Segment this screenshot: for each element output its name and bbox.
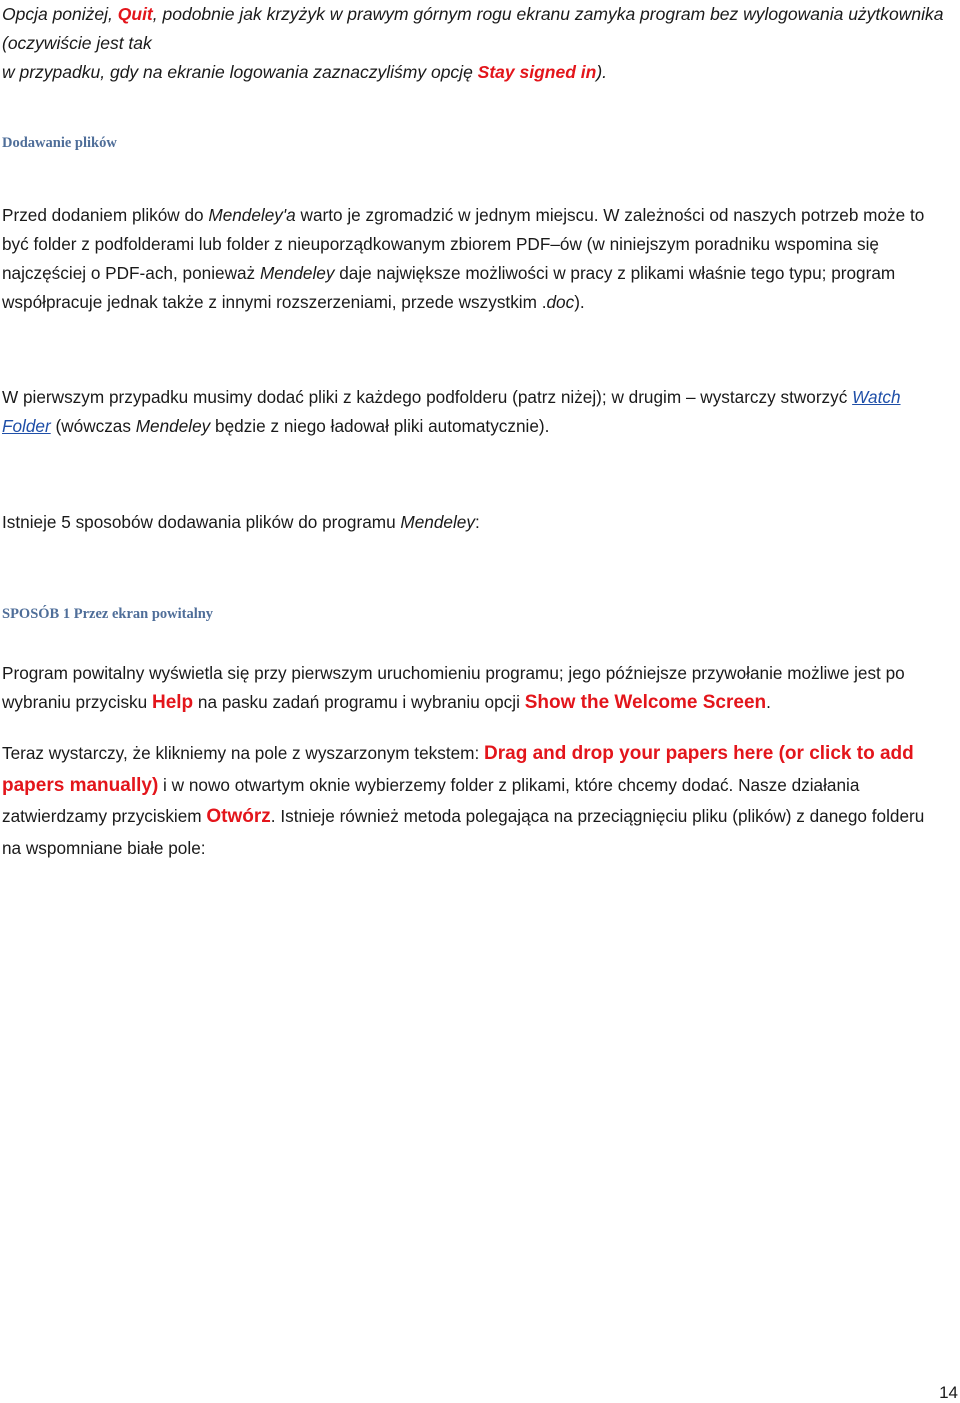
help-term: Help (151, 692, 194, 713)
p3-mendeley: Mendeley (400, 512, 475, 532)
paragraph-drag-drop (2, 738, 948, 864)
intro-text-3: w przypadku, gdy na ekranie logowania zaznaczyliśmy opcję (2, 62, 478, 82)
p1-text-3: daje największe możliwości w pracy z plikami właśnie tego typu; program współpracuje jednak także z innymi rozszerzeniami, przede wszystkim . (2, 263, 896, 312)
section-heading-method-1: SPOSÓB 1 Przez ekran powitalny (2, 606, 214, 622)
p1-mendeley-a: Mendeley'a (208, 205, 296, 225)
p4-text-2: na pasku zadań programu i wybraniu opcji (193, 692, 525, 712)
page-number: 14 (939, 1383, 958, 1402)
intro-text-2: , podobnie jak krzyżyk w prawym górnym rogu ekranu zamyka program bez wylogowania użytkownika (oczywiście jest tak (2, 4, 944, 53)
paragraph-welcome-screen (2, 659, 948, 717)
quit-term: Quit (117, 4, 153, 24)
p3-text-2: : (474, 512, 480, 532)
p5-text-3: . Istnieje również metoda polegająca na przeciągnięciu pliku (plików) z danego folderu na wspomniane białe pole: (2, 806, 925, 858)
p4-text-3: . (766, 692, 771, 712)
paragraph-five-methods (2, 508, 948, 537)
drag-drop-term: Drag and drop your papers here (or click to add papers manually) (2, 743, 914, 796)
p1-text-2: warto je zgromadzić w jednym miejscu. W zależności od naszych potrzeb może to być folder z podfolderami lub folder z nieuporządkowanym zbiorem PDF–ów (w niniejszym poradniku wspomina się najczęściej o PDF-ach, ponieważ (2, 205, 925, 283)
p1-mendeley: Mendeley (259, 263, 335, 283)
p4-text-1: Program powitalny wyświetla się przy pierwszym uruchomieniu programu; jego późniejsze przywołanie możliwe jest po wybraniu przycisku (2, 663, 905, 712)
welcome-screen-term: Show the Welcome Screen (524, 692, 767, 713)
intro-text-1: Opcja poniżej, (2, 4, 118, 24)
intro-paragraph (2, 0, 948, 87)
p2-text-3: będzie z niego ładował pliki automatycznie). (210, 416, 550, 436)
p2-text-2: (wówczas (50, 416, 136, 436)
stay-signed-in-term: Stay signed in (477, 62, 597, 82)
paragraph-watch-folder (2, 383, 948, 441)
p5-text-2: i w nowo otwartym oknie wybierzemy folder z plikami, które chcemy dodać. Nasze działania zatwierdzamy przyciskiem (2, 774, 860, 826)
p3-text-1: Istnieje 5 sposobów dodawania plików do programu (2, 512, 401, 532)
p2-mendeley: Mendeley (135, 416, 211, 436)
p1-text-4: ). (574, 292, 585, 312)
p5-text-1: Teraz wystarczy, że klikniemy na pole z wyszarzonym tekstem: (2, 743, 485, 763)
watch-folder-link[interactable]: Watch Folder (2, 387, 901, 436)
p1-text-1: Przed dodaniem plików do (2, 205, 209, 225)
intro-text-4: ). (596, 62, 608, 82)
otworz-term: Otwórz (206, 806, 271, 827)
p2-text-1: W pierwszym przypadku musimy dodać pliki z każdego podfolderu (patrz niżej); w drugim – wystarczy stworzyć (2, 387, 853, 407)
p1-doc: doc (546, 292, 575, 312)
section-heading-adding-files: Dodawanie plików (2, 135, 117, 151)
paragraph-before-adding (2, 201, 948, 317)
